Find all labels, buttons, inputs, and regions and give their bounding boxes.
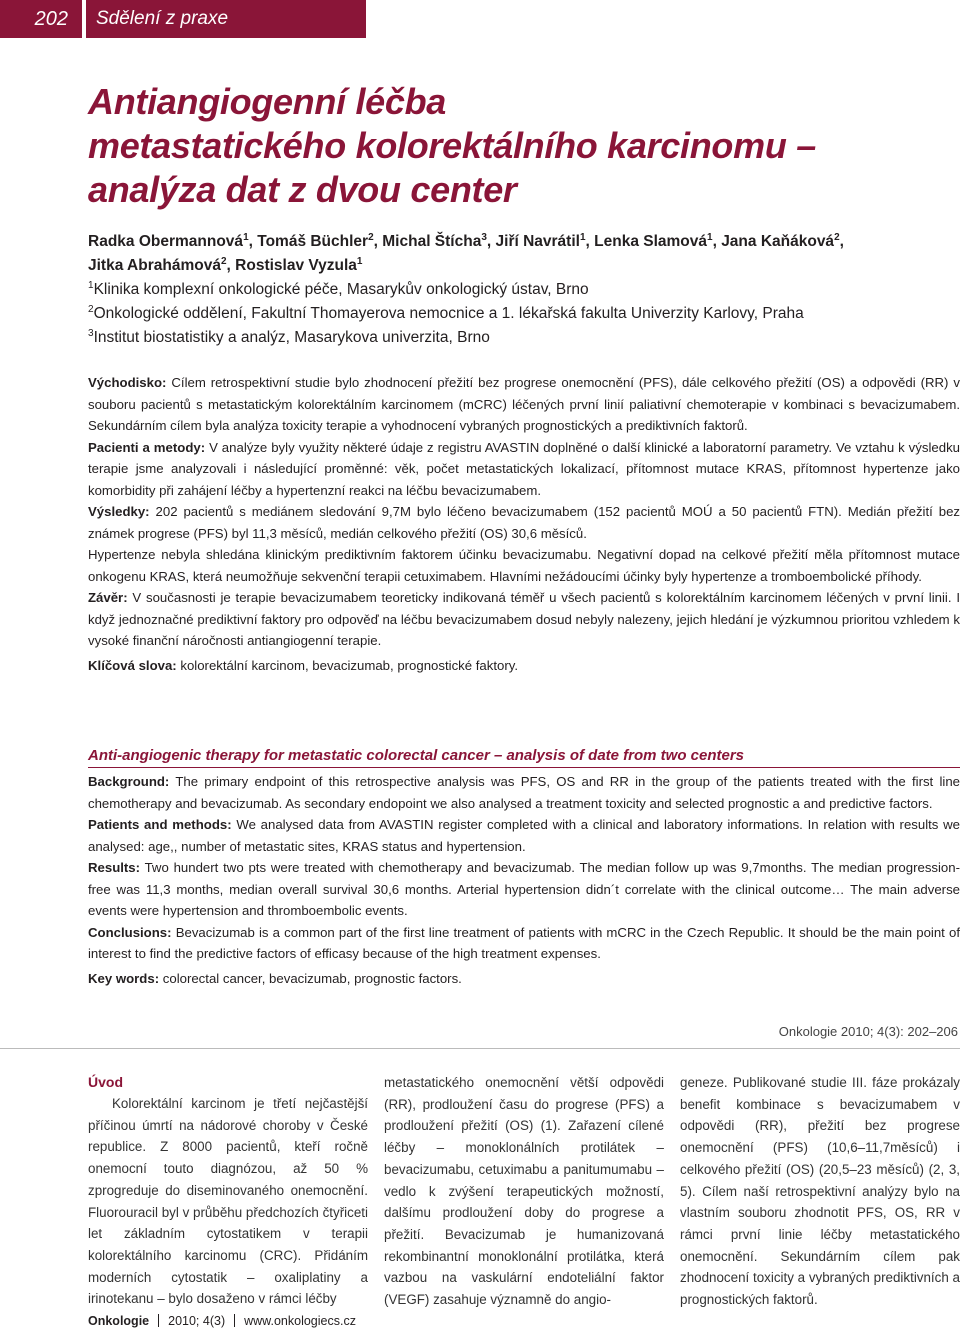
abstract-keywords: Klíčová slova: kolorektální karcinom, bevacizumab, prognostické faktory. [88,657,519,673]
abstract-methods: Pacienti a metody: V analýze byly využity některé údaje z registru AVASTIN doplněné o další klinické a laboratorní parametry. Ve vztahu k výsledku terapie jsme analyzovali i následující proměnné: věk, počet metastatických lokalizací, přítomnost mutace KRAS, přítomnost hypertenze jako komorbidity při zahájení léčby a hypertenzní reakci na léčbu bevacizumabem. [88,439,960,498]
author-list: Radka Obermannová$^1$, Tomáš Büchler$^2$, Michal Štícha$^3$, Jiří Navrátil$^1$, Lenka Slamová$^1$, Jana Kaňáková$^2$, Jitka Abrahámová$^2$, Rostislav Vyzula$^1$ [88,231,844,274]
affiliation-2: $^2$Onkologické oddělení, Fakultní Thomayerova nemocnice a 1. lékařská fakulta Univerzity Karlovy, Praha [88,303,804,322]
title-line-3: analýza dat z dvou center [88,169,517,210]
body-column-2 [384,1072,664,1311]
body-column-1 [88,1072,368,1310]
author: Tomáš Büchler [257,233,369,250]
footer-url[interactable]: www.onkologiecs.cz [244,1314,356,1328]
abstract-results-continued: Hypertenze nebyla shledána klinickým prediktivním faktorem účinku bevacizumabu. Negativní dopad na celkové přežití měla přítomnost mutace onkogenu KRAS, která neumožňuje sekvenční terapii cetuximabem. Hlavními nežádoucími účinky byly hypertenze a tromboembolické příhody. [88,547,960,584]
citation: Onkologie 2010; 4(3): 202–206 [778,1024,958,1039]
page-number: 202 [0,0,82,38]
english-title-rule [88,767,960,768]
title-line-2: metastatického kolorektálního karcinomu – [88,125,816,166]
author: Jiří Navrátil [495,233,580,250]
author: Jitka Abrahámová [88,257,221,274]
footer-separator [158,1314,159,1327]
abstract-en-results: Results: Two hundert two pts were treated with chemotherapy and bevacizumab. The median follow up was 9,7months. The median progression-free was 11,3 months, median overall survival 30,6 months. Arterial hypertension didn´t correlate with the clinical outcome… The main adverse events were hypertension and thromboembolic events. [88,860,960,918]
abstract-background: Východisko: Cílem retrospektivní studie bylo zhodnocení přežití bez progrese onemocnění (PFS), dále celkového přežití (OS) a odpovědi (RR) v souboru pacientů s metastatickým kolorektálním karcinomem (mCRC) léčených první linií paliativní chemoterapie v kombinaci s bevacizumabem. Sekundárním cílem byla analýza toxicity terapie a vyhodnocení vybraných prognostických a prediktivních faktorů. [88,375,960,433]
footer-journal: Onkologie [88,1314,150,1328]
author: Rostislav Vyzula [235,257,357,274]
author: Jana Kaňáková [721,233,835,250]
body-paragraph: Kolorektální karcinom je třetí nejčastější příčinou úmrtí na nádorové choroby v České republice. Z 8000 pacientů, kteří ročně onemocní touto diagnózou, až 50 % zprogreduje do diseminovaného onemocnění. Fluorouracil byl v průběhu předchozích čtyřiceti let základním cytostatikem v terapii kolorektálního karcinomu (CRC). Přidáním moderních cytostatik – oxaliplatiny a irinotekanu – bylo dosaženo v rámci léčby [88,1096,368,1307]
abstract-en-methods: Patients and methods: We analysed data from AVASTIN register completed with a clinical and laboratory informations. In relation with results we analysed: age,, number of metastatic sites, KRAS status and hypertension. [88,817,960,854]
english-title: Anti-angiogenic therapy for metastatic colorectal cancer – analysis of date from two centers [88,747,745,764]
abstract-results: Výsledky: 202 pacientů s mediánem sledování 9,7M bylo léčeno bevacizumabem (152 pacientů MOÚ a 50 pacientů FTN). Medián přežití bez známek progrese (PFS) byl 11,3 měsíců, medián celkového přežití (OS) 30,6 měsíců. [88,504,960,541]
abstract-conclusion: Závěr: V současnosti je terapie bevacizumabem teoreticky indikovaná téměř u všech pacientů s kolorektálním karcinomem léčených v první linii. I když jednoznačné prediktivní faktory pro odpověď na léčbu bevacizumabem dosud nebyly nalezeny, jejich hledání je výzkumnou prioritou vzhledem k vysoké finanční náročnosti antiangiogenní terapie. [88,590,960,648]
abstract-czech [88,372,960,676]
author: Radka Obermannová [88,233,244,250]
author: Michal Štícha [382,233,482,250]
section-heading-intro: Úvod [88,1074,123,1090]
body-column-3 [680,1072,960,1311]
body-paragraph: geneze. Publikované studie III. fáze prokázaly benefit kombinace s bevacizumabem v odpovědi (RR), přežití bez progrese onemocnění (PFS) (10,6–11,7měsíců) i celkového přežití (OS) (20,5–23 měsíců) (2, 3, 5). Cílem naší retrospektivní analýzy bylo na vlastním souboru zhodnotit PFS, OS, RR v rámci první linie léčby metastatického onemocnění. Sekundárním cílem pak zhodnocení toxicity a vybraných prediktivních a prognostických faktorů. [680,1075,960,1308]
article-title [88,80,928,212]
affiliation-3: $^3$Institut biostatistiky a analýz, Masarykova univerzita, Brno [88,327,490,346]
abstract-en-conclusions: Conclusions: Bevacizumab is a common part of the first line treatment of patients with mCRC in the Czech Republic. It should be the main point of interest to find the predictive factors of efficasy because of the high treatment expenses. [88,924,960,961]
author: Lenka Slamová [594,233,707,250]
title-line-1: Antiangiogenní léčba [88,81,447,122]
affiliation-1: $^1$Klinika komplexní onkologické péče, Masarykův onkologický ústav, Brno [88,279,589,298]
footer-separator [234,1314,235,1327]
section-label: Sdělení z praxe [86,0,366,38]
abstract-en-background: Background: The primary endpoint of this retrospective analysis was PFS, OS and RR in the group of the patients treated with the first line chemotherapy and bevacizumab. As secondary endopoint we also analysed a treatment toxicity and selected prognostic a and predictive factors. [88,774,960,811]
footer-issue: 2010; 4(3) [168,1314,226,1328]
section-divider [0,1048,960,1049]
page-footer [88,1312,356,1330]
body-paragraph: metastatického onemocnění větší odpovědi (RR), prodloužení času do progrese (PFS) a prodloužení přežití (OS) (1). Zařazení cílené léčby – monoklonálních protilátek – bevacizumabu, cetuximabu a panitumumabu – vedlo k zvýšení terapeutických možností, dalšímu prodloužení doby do progrese a přežití. Bevacizumab je humanizovaná rekombinantní monoklonální protilátka, která vazbou na vaskulární endoteliální faktor (VEGF) zasahuje významně do angio- [384,1075,664,1308]
abstract-english [88,771,960,989]
abstract-en-keywords: Key words: colorectal cancer, bevacizumab, prognostic factors. [88,970,462,986]
